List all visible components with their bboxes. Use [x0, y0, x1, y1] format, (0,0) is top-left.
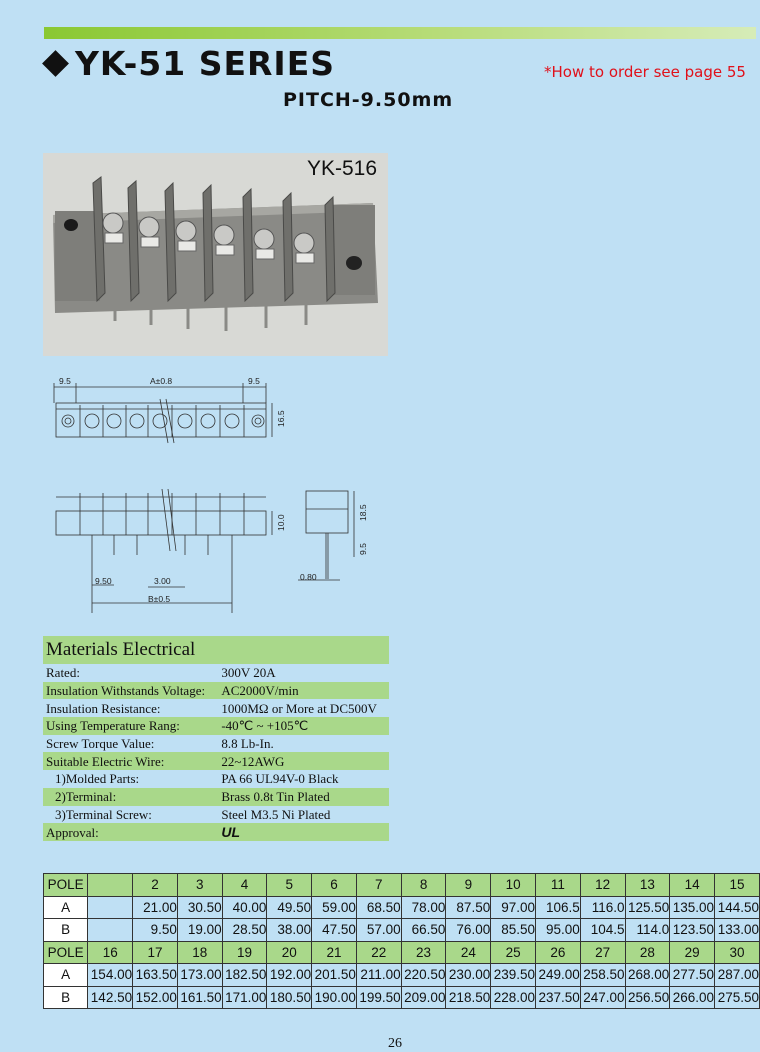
photo-model-label: YK-516 [307, 157, 378, 180]
dim-height-label: 16.5 [276, 410, 286, 427]
pole-cell: 27 [580, 941, 625, 964]
pole-cell: 17 [133, 941, 178, 964]
pole-cell: 11 [535, 874, 580, 897]
pole-cell: 12 [580, 874, 625, 897]
b-value-cell: 123.50 [670, 919, 715, 942]
pole-cell: 4 [222, 874, 267, 897]
dim-right-label: 9.5 [248, 376, 260, 386]
b-value-cell: 133.00 [715, 919, 760, 942]
pole-cell: 18 [177, 941, 222, 964]
pole-cell [88, 874, 133, 897]
pole-cell: 24 [446, 941, 491, 964]
a-value-cell [88, 896, 133, 919]
b-value-cell: 95.00 [535, 919, 580, 942]
dim-total-height-label: 18.5 [358, 504, 368, 521]
a-value-cell: 59.00 [312, 896, 357, 919]
a-value-cell: 268.00 [625, 964, 670, 987]
pole-cell: 6 [312, 874, 357, 897]
b-value-cell: 76.00 [446, 919, 491, 942]
a-value-cell: 49.50 [267, 896, 312, 919]
dimension-drawing [40, 365, 390, 625]
materials-heading: Materials Electrical [43, 636, 389, 664]
pole-cell: 25 [491, 941, 536, 964]
a-value-cell: 68.50 [356, 896, 401, 919]
a-value-cell: 144.50 [715, 896, 760, 919]
a-value-cell: 192.00 [267, 964, 312, 987]
pole-cell: 5 [267, 874, 312, 897]
b-value-cell: 256.50 [625, 986, 670, 1009]
a-value-cell: 116.0 [580, 896, 625, 919]
pole-cell: 3 [177, 874, 222, 897]
b-value-cell: 190.00 [312, 986, 357, 1009]
pole-cell: 21 [312, 941, 357, 964]
a-value-cell: 239.50 [491, 964, 536, 987]
row-a-label: A [44, 964, 88, 987]
mat-label: 2)Terminal: [55, 789, 117, 805]
diamond-icon [42, 50, 69, 77]
b-value-cell: 9.50 [133, 919, 178, 942]
pole-cell: 28 [625, 941, 670, 964]
pole-cell: 16 [88, 941, 133, 964]
dim-pitch-label: 9.50 [95, 576, 112, 586]
mat-label: Insulation Withstands Voltage: [46, 683, 206, 699]
dim-b-label: B±0.5 [148, 594, 171, 604]
b-value-cell: 47.50 [312, 919, 357, 942]
row-a-label: A [44, 896, 88, 919]
pole-header: POLE [44, 941, 88, 964]
a-value-cell: 30.50 [177, 896, 222, 919]
a-value-cell: 258.50 [580, 964, 625, 987]
b-value-cell: 228.00 [491, 986, 536, 1009]
series-title [42, 44, 335, 83]
dim-left-label: 9.5 [59, 376, 71, 386]
a-value-cell: 21.00 [133, 896, 178, 919]
pole-cell: 2 [133, 874, 178, 897]
b-value-cell: 199.50 [356, 986, 401, 1009]
pole-cell: 23 [401, 941, 446, 964]
a-value-cell: 182.50 [222, 964, 267, 987]
b-value-cell: 28.50 [222, 919, 267, 942]
pole-cell: 13 [625, 874, 670, 897]
a-value-cell: 78.00 [401, 896, 446, 919]
b-value-cell: 180.50 [267, 986, 312, 1009]
b-value-cell: 38.00 [267, 919, 312, 942]
a-value-cell: 40.00 [222, 896, 267, 919]
mat-value: -40℃ ~ +105℃ [221, 718, 309, 734]
mat-value: AC2000V/min [221, 683, 299, 699]
pole-cell: 9 [446, 874, 491, 897]
mat-label: Using Temperature Rang: [46, 718, 180, 734]
pole-cell: 19 [222, 941, 267, 964]
pole-cell: 30 [715, 941, 760, 964]
order-note: *How to order see page 55 [544, 63, 746, 81]
a-value-cell: 287.00 [715, 964, 760, 987]
pole-header: POLE [44, 874, 88, 897]
b-value-cell [88, 919, 133, 942]
dim-a-label: A±0.8 [150, 376, 173, 386]
pole-cell: 15 [715, 874, 760, 897]
b-value-cell: 85.50 [491, 919, 536, 942]
mat-label: Screw Torque Value: [46, 736, 155, 752]
pole-cell: 26 [535, 941, 580, 964]
mat-label: Rated: [46, 665, 80, 681]
pole-cell: 20 [267, 941, 312, 964]
dim-pin-space-label: 3.00 [154, 576, 171, 586]
mat-value: 300V 20A [221, 665, 276, 681]
a-value-cell: 201.50 [312, 964, 357, 987]
b-value-cell: 104.5 [580, 919, 625, 942]
row-b-label: B [44, 986, 88, 1009]
mat-label: Approval: [46, 824, 99, 840]
a-value-cell: 220.50 [401, 964, 446, 987]
row-b-label: B [44, 919, 88, 942]
series-title-text: YK-51 SERIES [75, 44, 336, 83]
pole-cell: 14 [670, 874, 715, 897]
a-value-cell: 87.50 [446, 896, 491, 919]
mat-value: 1000MΩ or More at DC500V [221, 700, 377, 716]
b-value-cell: 218.50 [446, 986, 491, 1009]
a-value-cell: 249.00 [535, 964, 580, 987]
a-value-cell: 211.00 [356, 964, 401, 987]
ul-logo-icon: UL [221, 823, 241, 840]
pole-cell: 8 [401, 874, 446, 897]
dim-body-height-label: 10.0 [276, 514, 286, 531]
mat-label: 1)Molded Parts: [55, 771, 140, 787]
a-value-cell: 163.50 [133, 964, 178, 987]
a-value-cell: 106.5 [535, 896, 580, 919]
b-value-cell: 152.00 [133, 986, 178, 1009]
pole-cell: 10 [491, 874, 536, 897]
pitch-label: PITCH-9.50mm [283, 89, 454, 111]
product-photo [43, 153, 388, 356]
b-value-cell: 266.00 [670, 986, 715, 1009]
b-value-cell: 19.00 [177, 919, 222, 942]
b-value-cell: 66.50 [401, 919, 446, 942]
mat-value: 8.8 Lb-In. [221, 736, 274, 752]
b-value-cell: 57.00 [356, 919, 401, 942]
a-value-cell: 154.00 [88, 964, 133, 987]
dim-pin-width-label: 0.80 [300, 572, 317, 582]
b-value-cell: 171.00 [222, 986, 267, 1009]
mat-value: 22~12AWG [221, 753, 285, 769]
mat-value: Steel M3.5 Ni Plated [221, 806, 331, 822]
mat-value: Brass 0.8t Tin Plated [221, 789, 330, 805]
a-value-cell: 135.00 [670, 896, 715, 919]
a-value-cell: 173.00 [177, 964, 222, 987]
b-value-cell: 237.50 [535, 986, 580, 1009]
b-value-cell: 209.00 [401, 986, 446, 1009]
pole-cell: 22 [356, 941, 401, 964]
a-value-cell: 230.00 [446, 964, 491, 987]
dim-pin-height-label: 9.5 [358, 543, 368, 555]
b-value-cell: 142.50 [88, 986, 133, 1009]
materials-table [43, 636, 389, 841]
page-number: 26 [388, 1036, 402, 1051]
mat-label: Insulation Resistance: [46, 700, 161, 716]
header-bar [44, 27, 756, 39]
pole-cell: 29 [670, 941, 715, 964]
b-value-cell: 161.50 [177, 986, 222, 1009]
b-value-cell: 247.00 [580, 986, 625, 1009]
b-value-cell: 114.0 [625, 919, 670, 942]
mat-label: 3)Terminal Screw: [55, 806, 152, 822]
mat-value: PA 66 UL94V-0 Black [221, 771, 339, 787]
pole-cell: 7 [356, 874, 401, 897]
a-value-cell: 277.50 [670, 964, 715, 987]
a-value-cell: 125.50 [625, 896, 670, 919]
a-value-cell: 97.00 [491, 896, 536, 919]
mat-label: Suitable Electric Wire: [46, 753, 165, 769]
dimension-table [43, 873, 760, 1009]
terminal-block-photo [43, 153, 388, 356]
b-value-cell: 275.50 [715, 986, 760, 1009]
